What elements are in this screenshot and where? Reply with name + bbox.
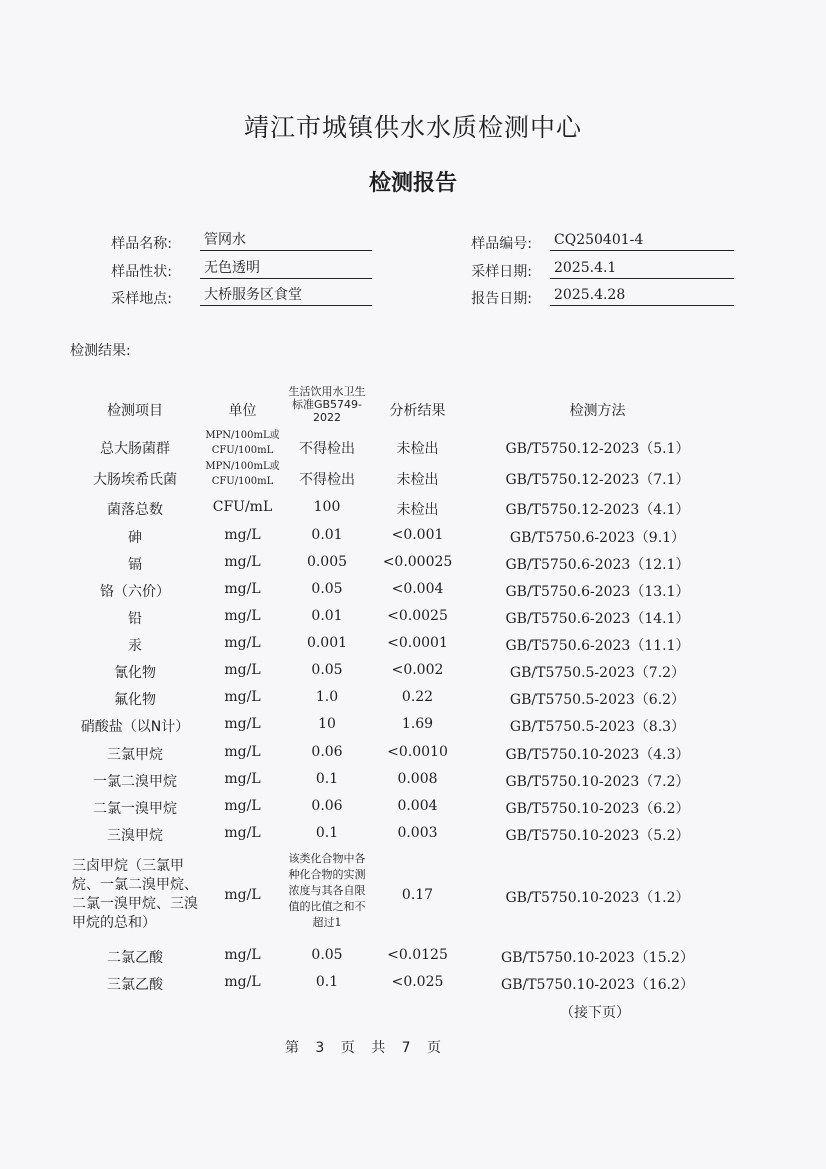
header-unit: 单位 bbox=[228, 403, 257, 419]
sample-id-label: 样品编号: bbox=[471, 236, 532, 252]
cell-unit: mg/L bbox=[224, 554, 261, 570]
cell-method: GB/T5750.6-2023（13.1） bbox=[505, 584, 690, 600]
cell-unit: CFU/mL bbox=[212, 499, 273, 515]
cell-result: <0.0010 bbox=[387, 744, 448, 760]
cell-unit: MPN/100mL或CFU/100mL bbox=[205, 461, 280, 487]
cell-result: 未检出 bbox=[396, 441, 439, 457]
cell-limit: 0.005 bbox=[306, 554, 348, 570]
cell-item: 二氯一溴甲烷 bbox=[93, 801, 177, 817]
cell-limit: 100 bbox=[313, 499, 341, 515]
sample-date-value: 2025.4.1 bbox=[550, 259, 734, 279]
header-result: 分析结果 bbox=[389, 403, 446, 419]
cell-unit: mg/L bbox=[224, 947, 261, 963]
cell-result: 1.69 bbox=[401, 716, 434, 732]
organization-title: 靖江市城镇供水水质检测中心 bbox=[243, 113, 582, 142]
cell-unit: mg/L bbox=[224, 825, 261, 841]
sample-id-value: CQ250401-4 bbox=[550, 231, 734, 251]
cell-limit: 0.01 bbox=[311, 608, 343, 624]
report-date-label: 报告日期: bbox=[471, 291, 532, 307]
header-standard: 生活饮用水卫生标准GB5749-2022 bbox=[288, 385, 366, 424]
cell-limit: 0.06 bbox=[311, 744, 343, 760]
cell-method: GB/T5750.12-2023（4.1） bbox=[505, 502, 690, 518]
cell-result: 0.008 bbox=[397, 771, 438, 787]
cell-result: 0.17 bbox=[401, 887, 434, 903]
cell-limit: 0.001 bbox=[306, 635, 348, 651]
cell-limit: 0.05 bbox=[311, 947, 343, 963]
cell-result: 未检出 bbox=[396, 502, 439, 518]
cell-limit: 该类化合物中各种化合物的实测浓度与其各自限值的比值之和不超过1 bbox=[288, 852, 366, 929]
cell-result: <0.00025 bbox=[382, 554, 453, 570]
sample-name-value: 管网水 bbox=[200, 231, 372, 251]
cell-unit: mg/L bbox=[224, 689, 261, 705]
cell-method: GB/T5750.10-2023（5.2） bbox=[505, 828, 690, 844]
cell-item: 三溴甲烷 bbox=[107, 828, 163, 844]
cell-unit: mg/L bbox=[224, 635, 261, 651]
cell-method: GB/T5750.10-2023（16.2） bbox=[501, 977, 694, 993]
page-footer: 第 3 页 共 7 页 bbox=[284, 1040, 442, 1056]
report-title: 检测报告 bbox=[368, 171, 457, 196]
cell-result: 0.004 bbox=[397, 798, 438, 814]
cell-item: 硝酸盐（以N计） bbox=[80, 719, 190, 735]
cell-unit: mg/L bbox=[224, 527, 261, 543]
cell-unit: mg/L bbox=[224, 662, 261, 678]
cell-result: 0.003 bbox=[397, 825, 438, 841]
cell-method: GB/T5750.10-2023（7.2） bbox=[505, 774, 690, 790]
cell-method: GB/T5750.6-2023（11.1） bbox=[505, 638, 690, 654]
header-method: 检测方法 bbox=[569, 403, 626, 419]
cell-item: 三氯甲烷 bbox=[107, 747, 163, 763]
cell-item: 汞 bbox=[128, 638, 142, 654]
cell-method: GB/T5750.10-2023（15.2） bbox=[501, 950, 694, 966]
cell-method: GB/T5750.5-2023（6.2） bbox=[509, 692, 686, 708]
cell-unit: mg/L bbox=[224, 716, 261, 732]
cell-item: 总大肠菌群 bbox=[100, 441, 170, 457]
header-item: 检测项目 bbox=[107, 403, 163, 419]
cell-unit: mg/L bbox=[224, 608, 261, 624]
cell-result: <0.002 bbox=[391, 662, 444, 678]
cell-limit: 0.01 bbox=[311, 527, 343, 543]
cell-method: GB/T5750.10-2023（6.2） bbox=[505, 801, 690, 817]
cell-limit: 1.0 bbox=[315, 689, 339, 705]
sample-state-label: 样品性状: bbox=[111, 264, 172, 280]
cell-limit: 0.1 bbox=[315, 825, 339, 841]
cell-unit: mg/L bbox=[224, 581, 261, 597]
sample-state-value: 无色透明 bbox=[200, 259, 372, 279]
cell-item: 三卤甲烷（三氯甲烷、一氯二溴甲烷、二氯一溴甲烷、三溴甲烷的总和） bbox=[72, 858, 198, 931]
cell-item: 一氯二溴甲烷 bbox=[93, 774, 177, 790]
cell-method: GB/T5750.6-2023（12.1） bbox=[505, 557, 690, 573]
cell-limit: 0.1 bbox=[315, 974, 339, 990]
cell-result: <0.001 bbox=[391, 527, 444, 543]
cell-unit: mg/L bbox=[224, 887, 261, 903]
cell-item: 氟化物 bbox=[114, 692, 156, 708]
continue-note: （接下页） bbox=[560, 1005, 630, 1021]
cell-method: GB/T5750.10-2023（4.3） bbox=[505, 747, 690, 763]
cell-unit: MPN/100mL或CFU/100mL bbox=[205, 430, 280, 456]
cell-result: <0.004 bbox=[391, 581, 444, 597]
cell-method: GB/T5750.12-2023（5.1） bbox=[505, 441, 690, 457]
sample-date-label: 采样日期: bbox=[471, 264, 532, 280]
cell-unit: mg/L bbox=[224, 798, 261, 814]
cell-unit: mg/L bbox=[224, 974, 261, 990]
cell-method: GB/T5750.5-2023（8.3） bbox=[509, 719, 686, 735]
sample-location-label: 采样地点: bbox=[111, 291, 172, 307]
cell-item: 三氯乙酸 bbox=[107, 977, 163, 993]
cell-method: GB/T5750.6-2023（9.1） bbox=[509, 530, 686, 546]
cell-limit: 0.06 bbox=[311, 798, 343, 814]
cell-limit: 0.05 bbox=[311, 581, 343, 597]
cell-result: <0.0025 bbox=[387, 608, 448, 624]
cell-limit: 0.1 bbox=[315, 771, 339, 787]
cell-limit: 不得检出 bbox=[299, 472, 355, 488]
cell-item: 铬（六价） bbox=[100, 584, 170, 600]
cell-method: GB/T5750.6-2023（14.1） bbox=[505, 611, 690, 627]
cell-result: 未检出 bbox=[396, 472, 439, 488]
cell-result: 0.22 bbox=[401, 689, 434, 705]
cell-limit: 10 bbox=[318, 716, 336, 732]
cell-item: 菌落总数 bbox=[107, 502, 163, 518]
cell-method: GB/T5750.10-2023（1.2） bbox=[505, 890, 690, 906]
sample-location-value: 大桥服务区食堂 bbox=[200, 286, 372, 306]
cell-item: 砷 bbox=[128, 530, 142, 546]
cell-unit: mg/L bbox=[224, 771, 261, 787]
cell-result: <0.025 bbox=[391, 974, 444, 990]
cell-item: 氰化物 bbox=[114, 665, 156, 681]
cell-item: 大肠埃希氏菌 bbox=[93, 472, 177, 488]
cell-result: <0.0125 bbox=[387, 947, 448, 963]
cell-limit: 不得检出 bbox=[299, 441, 355, 457]
cell-limit: 0.05 bbox=[311, 662, 343, 678]
sample-name-label: 样品名称: bbox=[111, 236, 172, 252]
report-date-value: 2025.4.28 bbox=[550, 286, 734, 306]
cell-unit: mg/L bbox=[224, 744, 261, 760]
results-label: 检测结果: bbox=[70, 343, 131, 359]
cell-method: GB/T5750.12-2023（7.1） bbox=[505, 472, 690, 488]
cell-item: 二氯乙酸 bbox=[107, 950, 163, 966]
cell-result: <0.0001 bbox=[387, 635, 448, 651]
cell-item: 铅 bbox=[128, 611, 142, 627]
cell-item: 镉 bbox=[128, 557, 142, 573]
cell-method: GB/T5750.5-2023（7.2） bbox=[509, 665, 686, 681]
